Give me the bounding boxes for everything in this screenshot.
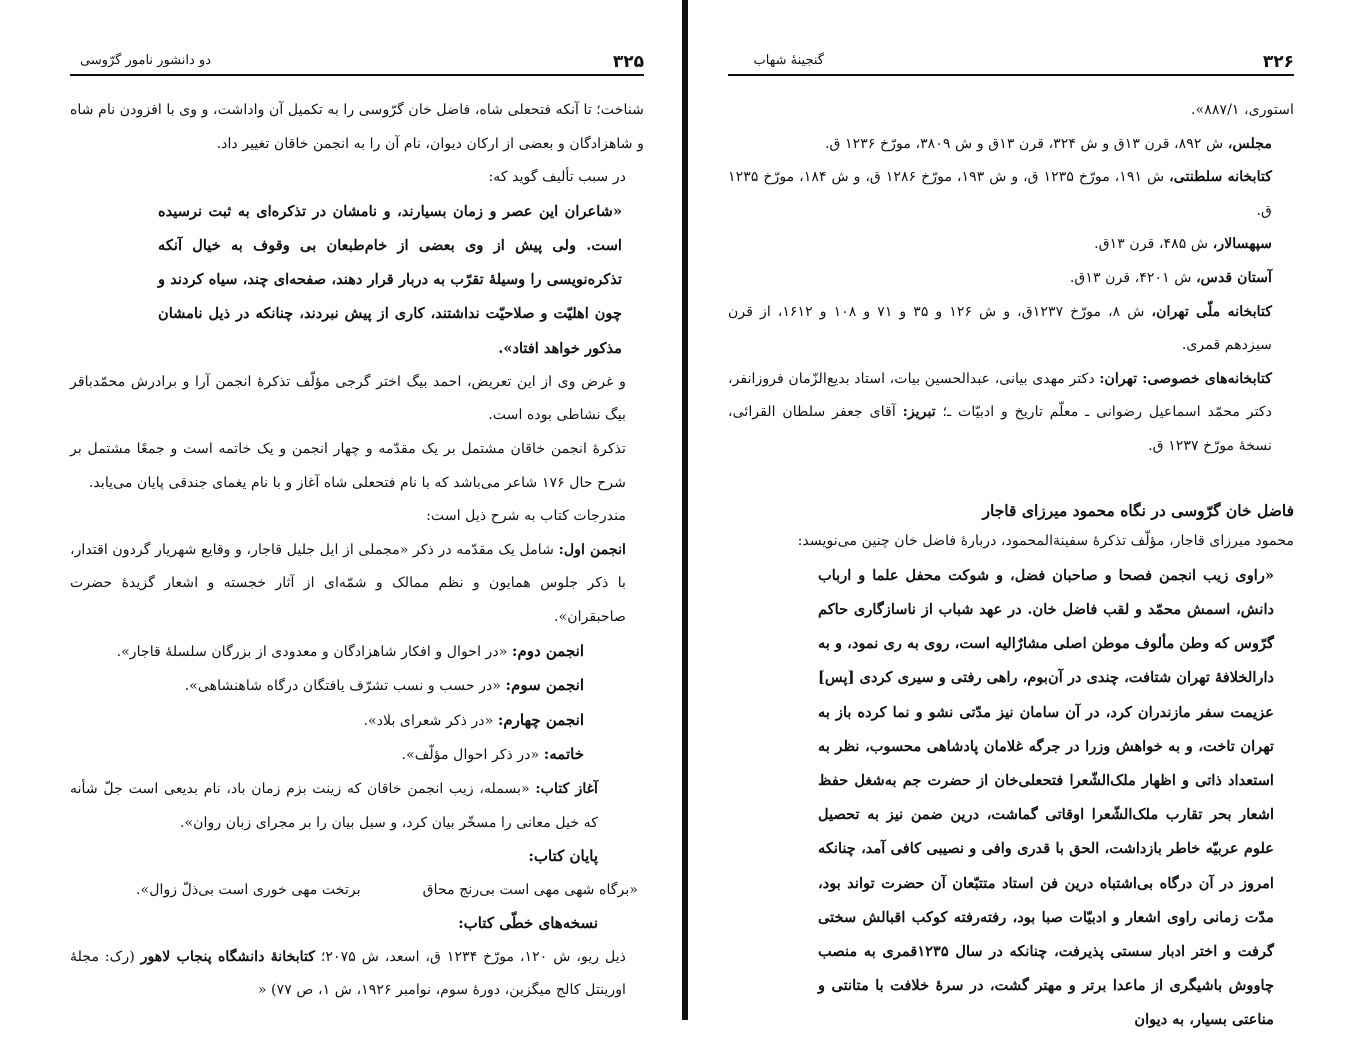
list-item	[70, 669, 644, 704]
manuscripts-heading: نسخه‌های خطّی کتاب:	[458, 914, 598, 933]
item-text: ش ۸، مورّخ ۱۲۳۷ق، و ش ۱۲۶ و ۳۵ و ۷۱ و ۱۰۸ و ۱۶۱۲، از قرن سیزدهم قمری.	[728, 303, 1272, 354]
item-label: مجلس،	[1227, 135, 1272, 152]
item-label: کتابخانه ملّی تهران،	[1151, 303, 1273, 320]
list-item	[70, 773, 644, 840]
manuscripts-reference: (رک: مجلهٔ اورینتل کالج میگزین، دورهٔ سوم، نوامبر ۱۹۲۶، ش ۱، ص ۷۷) «	[70, 948, 626, 999]
item-label: انجمن چهارم:	[497, 710, 584, 729]
item-text: ش ۸۹۲، قرن ۱۳ق و ش ۳۲۴، قرن ۱۳ق و ش ۳۸۰۹، مورّخ ۱۲۳۶ ق.	[825, 135, 1224, 152]
paragraph: و غرض وی از این تعریض، احمد بیگ اختر گرجی مؤلّف تذکرهٔ انجمن آرا و برادرش محمّدباقر بیگ نشاطی بوده است.	[70, 373, 626, 424]
paragraph: شناخت؛ تا آنکه فتحعلی شاه، فاضل خان گرّوسی را به تکمیل آن واداشت، و وی با افزودن نام شاه و شاهزادگان و بعضی از ارکان دیوان، نام آن را به انجمن خاقان تغییر داد.	[70, 102, 644, 152]
item-label: کتابخانه سلطنتی،	[1169, 169, 1272, 186]
manuscripts-library: کتابخانهٔ دانشگاه پنجاب لاهور	[140, 948, 316, 965]
left-page	[70, 0, 644, 1020]
manuscripts-text: ذیل ریو، ش ۱۲۰، مورّخ ۱۲۳۴ ق، اسعد، ش ۲۰۷۵؛	[320, 948, 626, 965]
item-text: آقای جعفر سلطان القرائی، نسخهٔ مورّخ ۱۲۳۷ ق.	[728, 404, 1272, 454]
item-text: «در حسب و نسب تشرّف یافتگان درگاه شاهنشاهی».	[184, 678, 501, 695]
item-text: ش ۴۲۰۱، قرن ۱۳ق.	[1069, 269, 1192, 286]
list-item	[728, 296, 1294, 363]
paragraph: مندرجات کتاب به شرح ذیل است:	[426, 508, 626, 525]
list-item	[728, 262, 1294, 296]
item-text: «در ذکر شعرای بلاد».	[363, 712, 494, 729]
paragraph: استوری، ۸۸۷/۱».	[1191, 102, 1294, 118]
item-text: «در ذکر احوال مؤلّف».	[401, 747, 540, 764]
right-page-body	[728, 94, 1294, 1038]
verse	[70, 874, 644, 908]
item-text: ش ۱۹۱، مورّخ ۱۲۳۵ ق، و ش ۱۹۳، مورّخ ۱۲۸۶ ق، و ش ۱۸۴، مورّخ ۱۲۳۵ ق.	[728, 169, 1272, 219]
item-text: دکتر مهدی بیانی، عبدالحسین بیات، استاد بدیع‌الزّمان فروزانفر، دکتر محمّد اسماعیل رضوانی ـ معلّم تاریخ و ادبیّات ـ؛	[728, 370, 1272, 421]
right-page	[728, 0, 1294, 1029]
item-label: خاتمه:	[543, 745, 584, 764]
list-item	[70, 704, 644, 739]
paragraph: در سبب تألیف گوید که:	[488, 169, 626, 186]
section-title: فاضل خان گرّوسی در نگاه محمود میرزای قاجار	[982, 500, 1294, 520]
left-page-body	[70, 94, 644, 1008]
item-label: سپهسالار،	[1212, 236, 1272, 253]
item-label: انجمن اول:	[558, 541, 626, 558]
item-label: تبریز:	[902, 404, 936, 421]
list-item	[728, 363, 1294, 464]
list-item	[70, 738, 644, 773]
page-gutter	[682, 0, 688, 1020]
running-title: دو دانشور نامور گرّوسی	[80, 53, 211, 68]
item-text: شامل یک مقدّمه در ذکر «مجملی از ایل جلیل قاجار، و وقایع شهریار گردون اقتدار، با ذکر جلوس همایون و نظم ممالک و شمّه‌ای از آثار خجسته و اشعار گزیدهٔ حضرت صاحبقران».	[70, 541, 626, 625]
paragraph	[70, 941, 644, 1008]
item-label: آستان قدس،	[1196, 269, 1272, 286]
paragraph: تذکرهٔ انجمن خاقان مشتمل بر یک مقدّمه و چهار انجمن و یک خاتمه است و جمعًا مشتمل بر شرح حال ۱۷۶ شاعر می‌باشد که با نام فتحعلی شاه آغاز و با نام یغمای جندقی پایان می‌یابد.	[70, 440, 626, 491]
right-page-header	[728, 50, 1294, 76]
item-text: «بسمله، زیب انجمن خاقان که زینت بزم زمان باد، نام بدیعی است جلّ شأنه که خیل معانی را مسخّر بیان کرد، و سیل بیان را بر مجرای زبان روان».	[70, 780, 598, 831]
item-label: کتابخانه‌های خصوصی: تهران:	[1099, 370, 1273, 387]
item-label: آغاز کتاب:	[535, 780, 598, 797]
item-text: ش ۴۸۵، قرن ۱۳ق.	[1094, 236, 1209, 253]
page-number: ۳۲۶	[1262, 52, 1294, 72]
left-page-header	[70, 50, 644, 76]
paragraph: محمود میرزای قاجار، مؤلّف تذکرهٔ سفینة‌المحمود، دربارهٔ فاضل خان چنین می‌نویسد:	[797, 533, 1294, 550]
item-label: انجمن دوم:	[511, 641, 584, 660]
page-number: ۳۲۵	[612, 52, 644, 72]
block-quote: «راوی زیب انجمن فصحا و صاحبان فضل، و شوکت محفل علما و ارباب دانش، اسمش محمّد و لقب فاضل خان. در عهد شباب از ناسازگاری حاکم گرّوس که وطن مألوف موطن اصلی مشارٌالیه است، روی به ری نمود، و به دارالخلافهٔ تهران شتافت، چندی در آن‌بوم، راهی رفتی و سیری کردی [پس] عزیمت سفر مازندران کرد، در آن سامان نیز مدّتی نشو و نما کرده باز به تهران تاخت، و به خواهش وزرا در جرگه غلامان پادشاهی محسوب، نظر به استعداد ذاتی و اظهار ملک‌الشّعرا فتحعلی‌خان از حضرت جم به‌شغل حفظ اشعار بحر تقارب ملک‌الشّعرا اوقاتی گماشت، درین ضمن نیز به تحصیل علوم عربیّه خاطر بازداشت، الحق با قدری وافی و نصیبی کافی آمد، چنانکه امروز در آن درگاه بی‌اشتباه درین فن استاد متتبّعان آن حضرت تواند بود، مدّت زمانی راوی اشعار و ادبیّات صبا بود، رفته‌رفته کوکب اقبالش سختی گرفت و اختر ادبار سستی پذیرفت، چنانکه در سال ۱۲۳۵قمری به منصب چاووش باشیگری از ماعدا برتر و مهتر گشت، در سرهٔ خلافت با متانتی و مناعتی بسیار، به دیوان	[818, 566, 1274, 1029]
list-item	[70, 534, 644, 635]
item-text: «در احوال و افکار شاهزادگان و معدودی از بزرگان سلسلهٔ قاجار».	[116, 643, 508, 660]
block-quote: «شاعران این عصر و زمان بسیارند، و نامشان در تذکره‌ای به ثبت نرسیده است. ولی پیش از وی بعضی از خام‌طبعان بی وقوف به خیال آنکه تذکره‌نویسی را وسیلهٔ تقرّب به دربار قرار دهند، صفحه‌ای چند، سیاه کردند و چون اهلیّت و صلاحیّت نداشتند، کاری از پیش نبردند، چنانکه در ذیل نامشان مذکور خواهد افتاد».	[158, 202, 622, 357]
verse-second-hemistich: برتخت مهی خوری است بی‌ذلّ زوال».	[136, 881, 361, 898]
list-item	[728, 228, 1294, 262]
list-item	[70, 635, 644, 670]
verse-first-hemistich: «برگاه شهی مهی است بی‌رنج محاق	[422, 881, 638, 898]
ending-heading: پایان کتاب:	[528, 847, 598, 866]
list-item	[728, 161, 1294, 228]
item-label: انجمن سوم:	[505, 676, 584, 695]
running-title: گنجینهٔ شهاب	[753, 53, 824, 68]
list-item	[728, 128, 1294, 162]
